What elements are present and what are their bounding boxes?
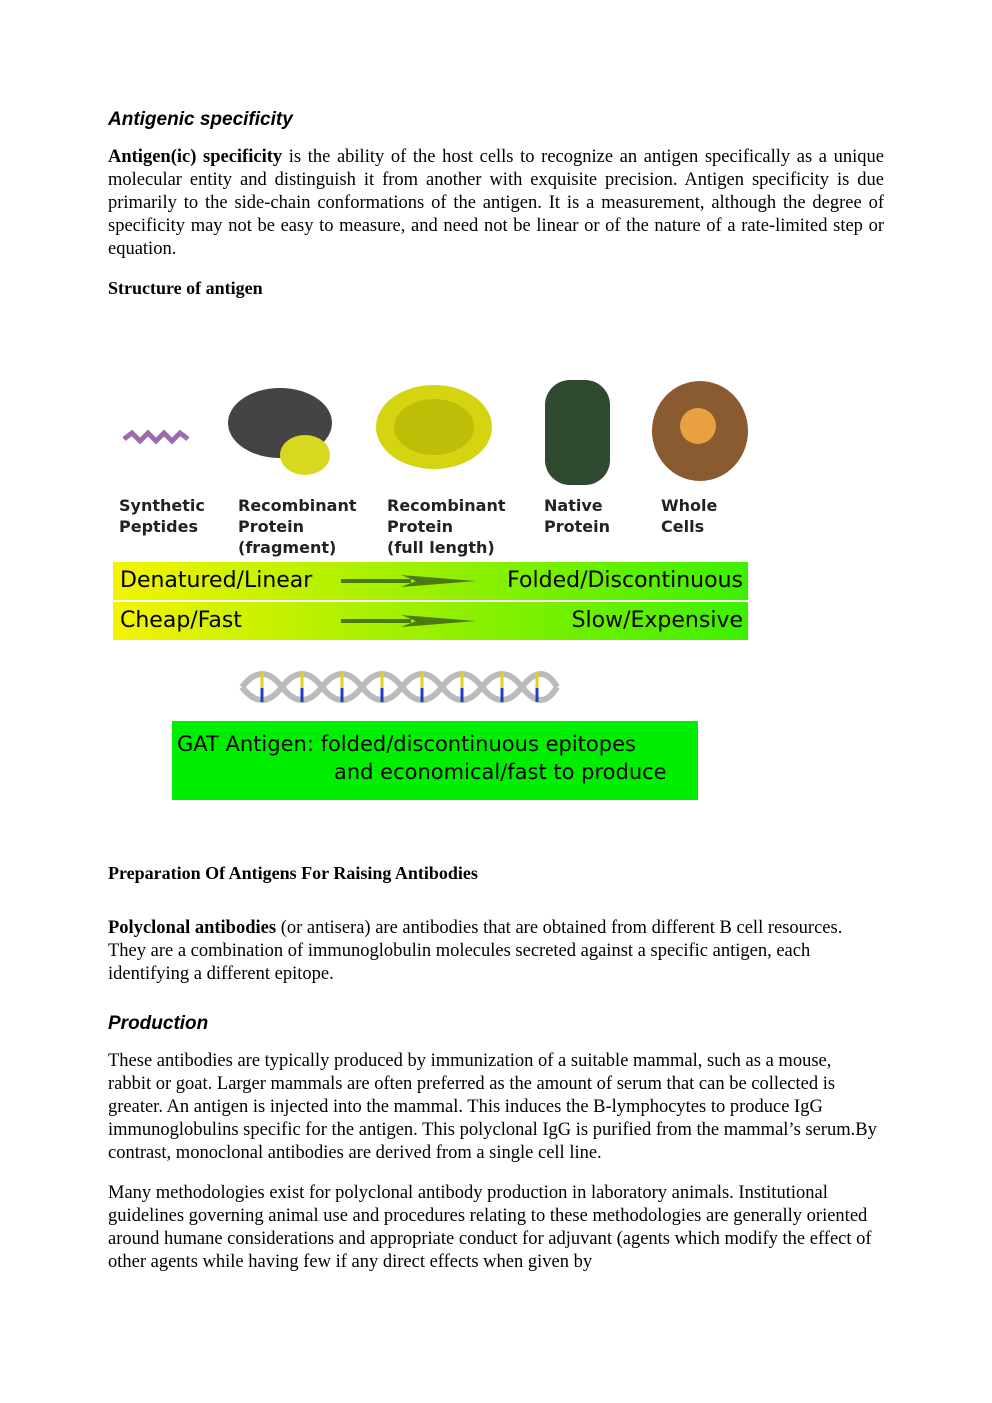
label: (full length)	[387, 538, 495, 557]
paragraph-antigen-specificity	[108, 146, 884, 261]
paragraph-polyclonal	[108, 917, 868, 986]
label: Whole	[661, 496, 718, 515]
arrow-right-icon	[341, 575, 476, 587]
label: Protein	[238, 517, 304, 536]
label: Native	[544, 496, 603, 515]
dna-helix-image	[237, 666, 562, 708]
bar-left-label: Cheap/Fast	[120, 608, 242, 633]
bar-left-label: Denatured/Linear	[120, 568, 313, 593]
subheading-preparation: Preparation Of Antigens For Raising Antibodies	[108, 863, 478, 883]
gradient-bar-structure	[113, 562, 748, 600]
paragraph-production-2: Many methodologies exist for polyclonal antibody production in laboratory animals. Institutional guidelines governing animal use and procedures relating to these methodologies are generally oriented around humane considerations and appropriate conduct for adjuvant (agents which modify the effect of other agents while having few if any direct effects when given by	[108, 1183, 872, 1272]
bar-right-label: Folded/Discontinuous	[507, 568, 743, 593]
label: (fragment)	[238, 538, 337, 557]
paragraph-text: (or antisera) are antibodies that are obtained from different B cell resources. They are a combination of immunoglobulin molecules secreted against a specific antigen, each identifying a different epitope.	[108, 918, 843, 984]
gradient-bar-cost	[113, 602, 748, 640]
bar-right-label: Slow/Expensive	[571, 608, 743, 633]
native-protein-image	[540, 375, 615, 490]
recombinant-fragment-image	[225, 383, 345, 478]
whole-cell-image	[648, 376, 753, 486]
bold-term: Antigen(ic) specificity	[108, 147, 283, 167]
gat-antigen-box	[172, 721, 698, 800]
arrow-right-icon	[341, 615, 476, 627]
label: Protein	[544, 517, 610, 536]
paragraph-text: is the ability of the host cells to recognize an antigen specifically as a unique molecular entity and distinguish it from another with exquisite precision. Antigen specificity is due primarily to the side-chain conformations of the antigen. It is a measurement, although the degree of specificity may not be easy to measure, and need not be linear or of the nature of a rate-limited step or equation.	[108, 147, 884, 259]
subheading-structure: Structure of antigen	[108, 278, 263, 298]
label: Peptides	[119, 517, 198, 536]
paragraph-production-1: These antibodies are typically produced by immunization of a suitable mammal, such as a mouse, rabbit or goat. Larger mammals are often preferred as the amount of serum that can be collected is greater. An antigen is injected into the mammal. This induces the B-lymphocytes to produce IgG immunoglobulins specific for the antigen. This polyclonal IgG is purified from the mammal’s serum.By contrast, monoclonal antibodies are derived from a single cell line.	[108, 1051, 877, 1163]
bold-term: Polyclonal antibodies	[108, 918, 277, 938]
gat-line-2: and economical/fast to produce	[334, 760, 667, 784]
peptide-image	[120, 425, 195, 453]
recombinant-full-image	[372, 382, 497, 477]
label: Synthetic	[119, 496, 205, 515]
label: Recombinant	[387, 496, 506, 515]
gat-line-1: GAT Antigen: folded/discontinuous epitopes	[177, 732, 636, 756]
label: Protein	[387, 517, 453, 536]
label: Recombinant	[238, 496, 357, 515]
section-heading-production: Production	[108, 1013, 209, 1034]
section-heading: Antigenic specificity	[108, 109, 293, 130]
label: Cells	[661, 517, 705, 536]
